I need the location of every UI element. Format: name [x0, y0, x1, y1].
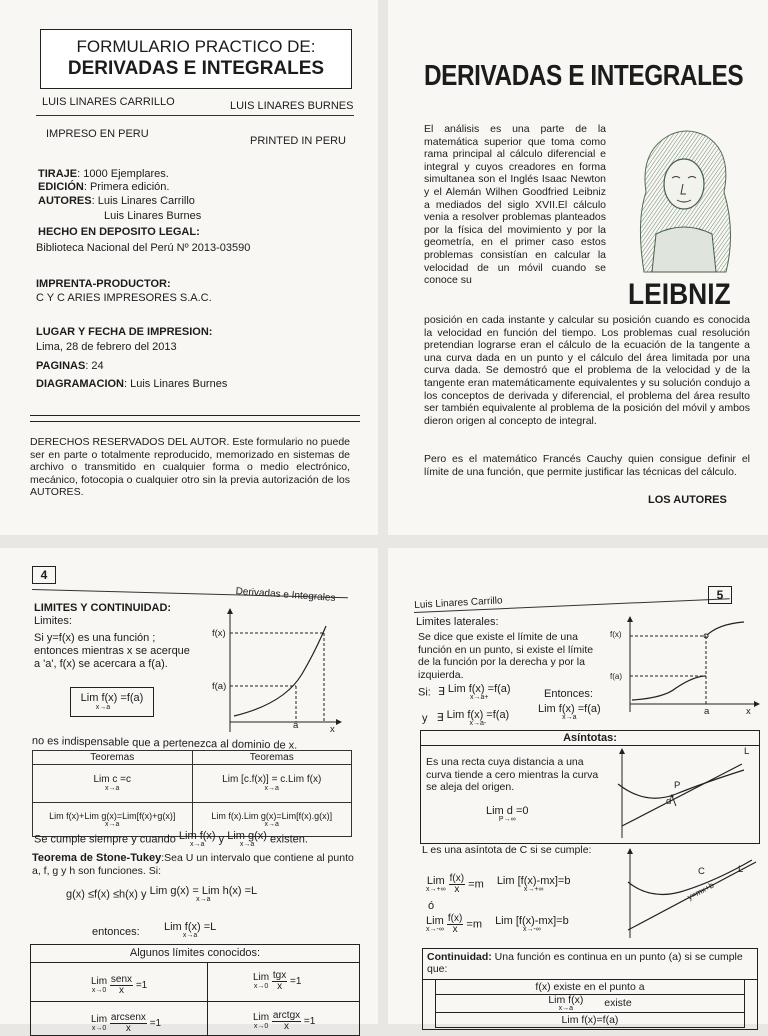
inequality-a: g(x) ≤f(x) ≤h(x) y — [66, 888, 147, 901]
tiraje-line — [38, 168, 169, 181]
asym-f1-lim: Lim — [426, 875, 445, 887]
known-arctg-eq: =1 — [303, 1016, 316, 1028]
known-tg — [253, 971, 301, 992]
theorem-constant — [33, 765, 193, 803]
graph-x-label: x — [330, 724, 335, 735]
leibniz-portrait — [616, 122, 744, 277]
inequality-sub: x→a — [196, 896, 211, 903]
theorem-constant-sub: x→a — [105, 785, 120, 792]
lugar-label-text: LUGAR Y FECHA DE IMPRESION — [36, 326, 209, 338]
entonces-label: entonces: — [92, 926, 140, 938]
condition-y: y — [218, 833, 225, 846]
boxed-limit-text: Lim f(x) =f(a) — [80, 692, 144, 704]
rights-text: DERECHOS RESERVADOS DEL AUTOR. Este formulario no puede ser en parte o totalmente reproducido, memorizado en sistemas de archivo o transmitido en cualquier forma o medio electrónico, mecánico, fotocopia o cualquier otro sin la previa autorización de los AUTORES. — [30, 436, 350, 499]
signature: LOS AUTORES — [648, 494, 727, 506]
known-limits-header: Algunos límites conocidos: — [31, 945, 359, 963]
intro-column-text: El análisis es una parte de la matemática superior que toma como rama principal al cálculo diferencial e integral y cuyos creadores en forma simultanea son el Inglés Isaac Newton y el Alemán Wilhen Goodfried Leibniz a mediados del siglo XVII.El cálculo venia a resolver problemas planteados por la física del movimiento y por la geometría, en el primer caso estos problemas consistían en calcular la velocidad de un móvil cuando se conoce su — [424, 123, 606, 287]
continuity-box — [422, 948, 758, 1030]
asymptote-limit-sub: P→∞ — [498, 816, 516, 823]
limit-graph — [204, 606, 344, 740]
known-tg-sub: x→0 — [253, 983, 269, 990]
theorems-header-2: Teoremas — [192, 751, 352, 765]
stone-title: Teorema de Stone-Tukey — [32, 852, 162, 864]
lateral-graph-svg — [614, 616, 760, 716]
domain-note: no es indispensable que a pertenezca al dominio de x. — [31, 735, 298, 752]
asym-f2-sub: x→-∞ — [426, 926, 444, 933]
continuity-row-1: f(x) existe en el punto a — [435, 980, 745, 995]
lateral-graph — [614, 616, 760, 716]
deposito-value: Biblioteca Nacional del Perú Nº 2013-03590 — [36, 242, 251, 254]
known-arcsen-sub: x→0 — [91, 1025, 107, 1032]
known-limits-box — [30, 944, 360, 1036]
known-arcsen-den: x — [125, 1023, 131, 1034]
lateral-title: Limites laterales: — [416, 616, 499, 628]
known-sen — [91, 975, 147, 996]
running-head: Derivadas e Integrales — [235, 586, 336, 604]
lateral-text: Se dice que existe el límite de una función en un punto, si existe el límite de la función por la derecha y por la izquierda. — [418, 631, 594, 681]
lateral-lim-1-sub: x→a+ — [470, 694, 489, 701]
known-arctg — [253, 1011, 315, 1032]
known-sen-num: senx — [110, 974, 133, 985]
condition-gx-sub: x→a — [239, 841, 255, 848]
entonces-limit-text: Lim f(x) =f(a) — [538, 703, 601, 715]
lugar-label: LUGAR Y FECHA DE IMPRESION: — [36, 326, 213, 338]
theorems-header-1: Teoremas — [33, 751, 193, 765]
known-col-divider — [207, 963, 208, 1035]
graph-fa-label: f(a) — [212, 681, 227, 692]
label-L: L — [744, 746, 750, 757]
title-box — [40, 29, 352, 89]
imprenta-label-text: IMPRENTA-PRODUCTOR — [36, 278, 167, 290]
continuity-row-2-exists: existe — [604, 997, 632, 1010]
theorem-constant-text: Lim c =c — [93, 774, 131, 785]
asymptote-limit — [486, 806, 529, 823]
limit-intro: Si y=f(x) es una función ; entonces mientras x se acerque a 'a', f(x) se acercara a f(a). — [34, 632, 190, 670]
entonces-limit-sub: x→a — [562, 714, 577, 721]
known-arcsen-num: arcsenx — [110, 1012, 146, 1023]
theorem-product-sub: x→a — [264, 821, 279, 828]
autores-label: AUTORES — [38, 195, 92, 207]
limites-subtitle: Limites: — [34, 615, 72, 627]
known-arcsen-lim: Lim — [91, 1014, 108, 1025]
condition-fx: Lim f(x) — [178, 830, 216, 842]
asym-f2-b: Lim [f(x)-mx]=b — [495, 915, 569, 927]
lateral-y-label: y — [422, 712, 428, 725]
asym-formula-2 — [426, 914, 569, 935]
leibniz-portrait-icon — [616, 122, 744, 277]
theorem-scalar-sub: x→a — [264, 785, 279, 792]
asym-f1-eq: =m — [468, 878, 484, 891]
label-C: C — [698, 866, 705, 877]
continuity-row-2 — [435, 995, 745, 1013]
autores-value-2: Luis Linares Burnes — [104, 210, 202, 222]
intro-full-text: posición en cada instante y calcular su posición cuando es conocida la velocidad en función del tiempo. Los problemas cual resolución pretendian lograrse eran el cálculo de la ecuación de la tangente a una curva dada en un punto y el cálculo del área limitada por una curva dada. Se demostró que el problema de la velocidad y de la tangente eran matemáticamente equivalentes y su solución condujo a los conceptos de derivada y diferencial, el problema del área resulto ser también equivalente al problema de la posición del móvil y ambos dieron origen al concepto de integral. — [424, 314, 750, 427]
condition-fx-sub: x→a — [190, 841, 205, 848]
lateral-si-label: Si: — [418, 686, 431, 699]
asymptote-graph — [616, 748, 756, 840]
known-sen-sub: x→0 — [91, 987, 107, 994]
entonces-limit-sub: x→a — [182, 932, 198, 939]
known-arcsen-eq: =1 — [149, 1018, 162, 1030]
asymptote-limit-text: Lim d =0 — [486, 805, 529, 817]
imprenta-value: C Y C ARIES IMPRESORES S.A.C. — [36, 292, 212, 304]
lateral-exists-2: ∃ — [436, 712, 444, 725]
condition-line — [34, 831, 308, 848]
boxed-limit — [70, 687, 154, 717]
graph-x-label: x — [746, 706, 751, 717]
known-arctg-num: arctgx — [272, 1010, 301, 1021]
graph-a-label: a — [293, 720, 299, 731]
edicion-line — [38, 181, 169, 194]
theorems-table — [32, 750, 352, 837]
double-rule — [30, 415, 360, 422]
edicion-value: : Primera edición. — [83, 181, 170, 193]
stone-tukey — [32, 852, 358, 878]
condition-b: existen. — [270, 833, 308, 846]
asymptotes-header: Asíntotas: — [421, 731, 759, 746]
entonces-limit — [164, 922, 216, 939]
diag-value: : Luis Linares Burnes — [124, 378, 228, 390]
autores-line — [38, 195, 195, 208]
theorem-scalar-text: Lim [c.f(x)] = c.Lim f(x) — [222, 774, 322, 785]
title-line-2: DERIVADAS E INTEGRALES — [67, 58, 325, 79]
graph-fx-label: f(x) — [610, 630, 622, 639]
condition-a: Se cumple siempre y cuando — [34, 833, 176, 846]
deposito-label-text: HECHO EN DEPOSITO LEGAL — [38, 226, 197, 238]
inequality-line — [66, 886, 257, 903]
author-left: LUIS LINARES CARRILLO — [42, 96, 175, 108]
graph-fx-label: f(x) — [212, 628, 226, 639]
lateral-y — [422, 710, 509, 727]
lateral-lim-2-sub: x→a- — [469, 720, 487, 727]
page-number: 5 — [716, 588, 724, 602]
continuity-row-2-sub: x→a — [558, 1005, 574, 1012]
printed-en: PRINTED IN PERU — [250, 135, 346, 147]
asym-f1-sub: x→+∞ — [426, 886, 446, 893]
known-arctg-lim: Lim — [253, 1012, 270, 1023]
running-head: Luis Linares Carrillo — [414, 595, 503, 611]
asym-f2-b-sub: x→-∞ — [522, 926, 541, 933]
theorem-sum-text: Lim f(x)+Lim g(x)=Lim[f(x)+g(x)] — [49, 811, 176, 821]
known-row-divider — [31, 1001, 359, 1002]
known-sen-eq: =1 — [135, 980, 148, 992]
known-arcsen — [91, 1013, 161, 1034]
theorem-scalar — [192, 765, 352, 803]
paginas-line — [36, 360, 104, 373]
label-P: P — [674, 780, 681, 791]
credits-page — [0, 0, 378, 535]
asym-f1-b: Lim [f(x)-mx]=b — [496, 875, 571, 887]
continuity-row-3: Lim f(x)=f(a) — [435, 1013, 745, 1028]
graph-fa-label: f(a) — [610, 672, 622, 681]
graph-a-label: a — [704, 706, 710, 717]
continuity-title: Continuidad: — [427, 951, 492, 963]
entonces-limit — [538, 704, 601, 721]
tiraje-value: : 1000 Ejemplares. — [77, 168, 169, 180]
paginas-label: PAGINAS — [36, 360, 86, 372]
intro-page — [388, 0, 768, 535]
known-arctg-den: x — [284, 1021, 290, 1032]
theorem-sum-sub: x→a — [105, 821, 120, 828]
lugar-value: Lima, 28 de febrero del 2013 — [36, 341, 177, 353]
printed-es: IMPRESO EN PERU — [46, 128, 149, 140]
lateral-lim-2: Lim f(x) =f(a) — [446, 709, 510, 721]
entonces-label: Entonces: — [544, 688, 593, 700]
continuity-heading — [423, 949, 757, 980]
limits-page — [0, 548, 378, 1034]
entonces-limit-text: Lim f(x) =L — [164, 921, 217, 933]
intro-heading: DERIVADAS E INTEGRALES — [424, 60, 744, 92]
lateral-lim-1: Lim f(x) =f(a) — [447, 683, 511, 695]
asymptote-graph-svg — [616, 748, 756, 840]
imprenta-label: IMPRENTA-PRODUCTOR: — [36, 278, 171, 290]
asym-f2-lim: Lim — [426, 915, 444, 927]
known-tg-num: tgx — [272, 970, 287, 981]
continuity-text: Una función es continua en un punto (a) si se cumple que: — [427, 951, 743, 975]
autores-value: : Luis Linares Carrillo — [91, 195, 195, 207]
label-d: d — [666, 796, 672, 807]
asymptote-text: Es una recta cuya distancia a una curva tiende a cero mientras la curva se aleja del origen. — [426, 756, 599, 793]
paginas-value: : 24 — [85, 360, 104, 372]
asym-formula-1 — [426, 874, 570, 895]
diag-label: DIAGRAMACION — [36, 378, 124, 390]
lateral-si — [418, 684, 511, 701]
known-tg-eq: =1 — [290, 976, 302, 988]
theorem-product-text: Lim f(x).Lim g(x)=Lim[f(x).g(x)] — [211, 811, 333, 821]
page-number-box — [708, 586, 732, 604]
tiraje-label: TIRAJE — [38, 168, 78, 180]
page-number-box — [32, 566, 56, 584]
page-number: 4 — [40, 568, 48, 582]
continuity-row-2-lim: Lim f(x) — [548, 994, 584, 1006]
title-line-1: FORMULARIO PRACTICO DE: — [76, 37, 316, 56]
deposito-label: HECHO EN DEPOSITO LEGAL: — [38, 226, 200, 238]
known-sen-den: x — [118, 985, 124, 996]
known-sen-lim: Lim — [91, 976, 108, 987]
asym-f1-b-sub: x→+∞ — [523, 886, 544, 893]
diag-line — [36, 378, 227, 391]
asym-f2-num: f(x) — [447, 913, 463, 924]
asymptotes-page — [388, 548, 768, 1024]
known-arctg-sub: x→0 — [253, 1023, 269, 1030]
divider — [36, 115, 354, 116]
label-L2: L — [738, 864, 744, 875]
section-title: LIMITES Y CONTINUIDAD: — [34, 602, 172, 614]
limit-graph-svg — [204, 606, 344, 740]
known-tg-den: x — [277, 981, 283, 992]
asym-f2-den: x — [452, 924, 458, 935]
asym-or: ó — [428, 900, 435, 912]
stone-text: :Sea U un intervalo que contiene al punto a, f, g y h son funciones. Si: — [32, 852, 354, 877]
condition-gx: Lim g(x) — [227, 830, 267, 842]
known-tg-lim: Lim — [253, 972, 270, 983]
asym-f1-num: f(x) — [449, 873, 465, 884]
lateral-exists-1: ∃ — [437, 686, 445, 699]
edicion-label: EDICIÓN — [38, 181, 84, 193]
author-right: LUIS LINARES BURNES — [230, 100, 354, 112]
asym-f2-eq: =m — [466, 918, 482, 931]
boxed-limit-sub: x→a — [95, 704, 111, 711]
leibniz-name: LEIBNIZ — [628, 278, 731, 311]
label-line-eq: y=mx+b — [686, 880, 716, 902]
cauchy-text: Pero es el matemático Francés Cauchy quien consigue definir el límite de una función, que permite justificar las técnicas del cálculo. — [424, 453, 750, 478]
asymptote-condition: L es una asíntota de C si se cumple: — [422, 844, 592, 856]
asym-f1-den: x — [454, 884, 460, 895]
inequality-b: Lim g(x) = Lim h(x) =L — [149, 885, 258, 897]
